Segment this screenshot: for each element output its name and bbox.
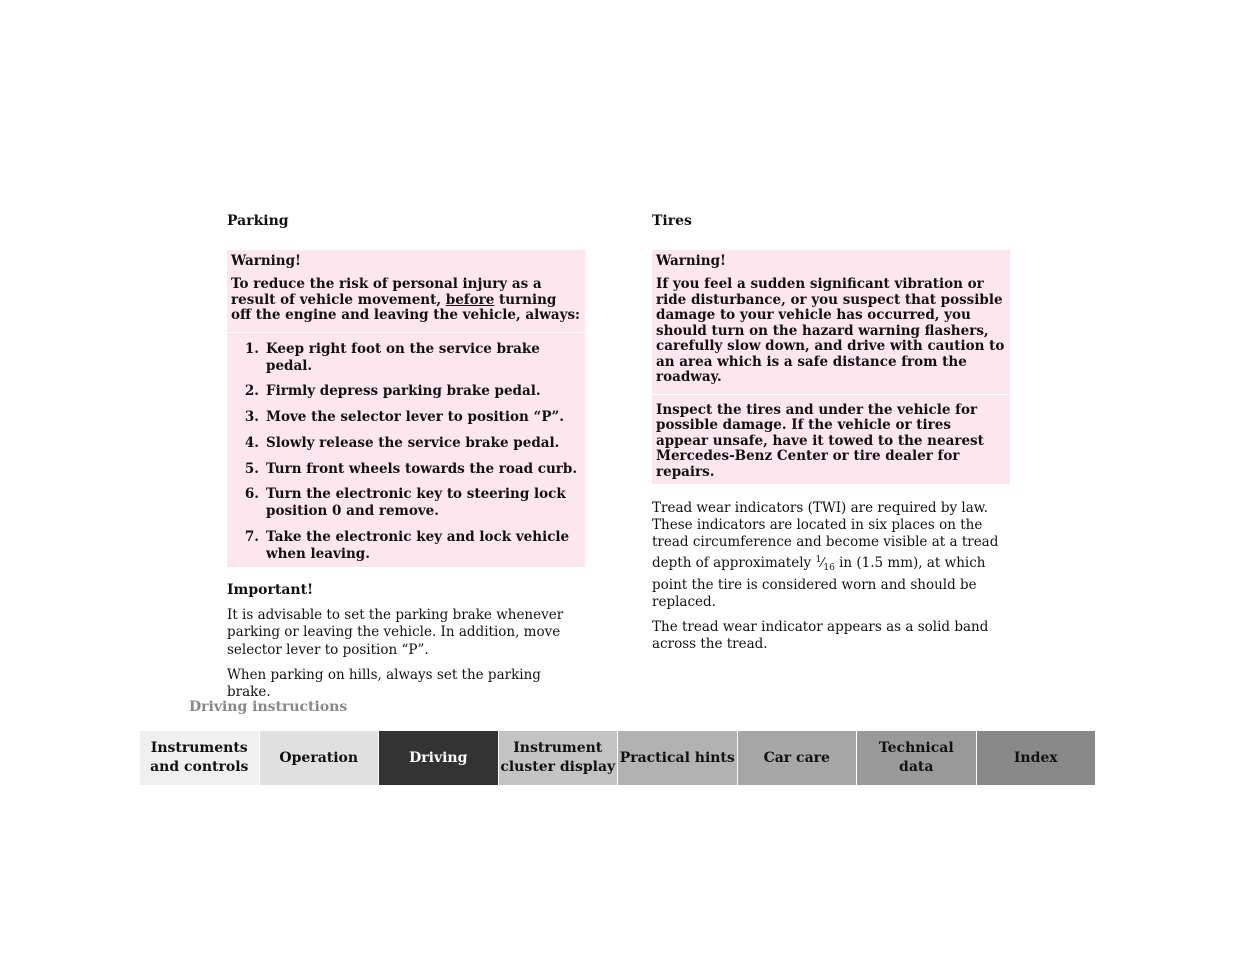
tab-index[interactable]	[977, 731, 1096, 785]
tab-practical-hints[interactable]	[618, 731, 738, 785]
tread-wear-paragraph-1	[652, 500, 1010, 611]
step-text: Keep right foot on the service brake pedal.	[266, 340, 540, 374]
tab-label-line: Technical	[878, 740, 954, 756]
important-heading: Important!	[227, 582, 314, 599]
parking-heading: Parking	[227, 213, 289, 229]
chapter-tabs	[140, 731, 1095, 785]
step-item	[231, 461, 581, 478]
parking-column	[227, 211, 585, 709]
warning-divider	[227, 332, 585, 333]
parking-warning-title: Warning!	[231, 253, 301, 269]
tab-label-line: Instrument	[513, 740, 603, 756]
parking-steps-list	[231, 341, 581, 564]
step-item	[231, 341, 581, 375]
tires-warning-title: Warning!	[656, 253, 726, 269]
tires-heading: Tires	[652, 213, 692, 229]
tab-label-line: Car care	[763, 749, 830, 766]
tab-car-care[interactable]	[738, 731, 858, 785]
section-label: Driving instructions	[189, 699, 348, 715]
tab-label-line: Practical hints	[619, 749, 735, 766]
tires-column	[652, 211, 1010, 662]
tab-driving[interactable]	[379, 731, 499, 785]
tread-wear-paragraph-2: The tread wear indicator appears as a solid band across the tread.	[652, 619, 989, 653]
step-item	[231, 383, 581, 400]
step-text: Turn front wheels towards the road curb.	[266, 460, 578, 477]
tab-label-line: Driving	[409, 749, 468, 766]
fraction-slash: ⁄	[821, 555, 824, 571]
step-item	[231, 486, 581, 520]
step-number: 6.	[244, 486, 259, 503]
step-text: Firmly depress parking brake pedal.	[266, 383, 541, 400]
tread-text-part: Tread wear indicators (TWI) are required by law. These indicators are located in six places on the tread circumference and become visible at a tread depth of approximately	[652, 500, 999, 571]
step-number: 2.	[244, 383, 259, 400]
important-paragraph-1: It is advisable to set the parking brake whenever parking or leaving the vehicle. In addition, move selector lever to position “P”.	[227, 607, 564, 658]
tab-label-line: Operation	[279, 749, 359, 766]
tab-label-line: cluster display	[500, 759, 616, 775]
tires-warning-box	[652, 250, 1010, 484]
step-number: 3.	[244, 409, 259, 426]
step-text: Slowly release the service brake pedal.	[266, 434, 560, 451]
step-number: 1.	[244, 340, 259, 357]
tab-instrument-cluster-display[interactable]	[499, 731, 619, 785]
tread-text-part: in (1.5 mm), at which point the tire is considered worn and should be replaced.	[652, 554, 986, 611]
warning-divider	[652, 394, 1010, 395]
tires-warning-paragraph-1: If you feel a sudden significant vibration or ride disturbance, or you suspect that possible damage to your vehicle has occurred, you should turn on the hazard warning flashers, carefully slow down, and drive with caution to an area which is a safe distance from the roadway.	[656, 276, 1005, 385]
warning-text-part: To reduce the risk of personal injury as a result of vehicle movement,	[231, 276, 542, 308]
step-item	[231, 435, 581, 452]
parking-warning-text	[231, 277, 581, 324]
tab-label-line: Instruments	[150, 740, 248, 756]
tab-label-line: data	[899, 759, 934, 775]
warning-underline-before: before	[445, 291, 495, 308]
tab-label-line: and controls	[150, 759, 249, 775]
fraction-numerator: 1	[815, 554, 822, 565]
step-text: Move the selector lever to position “P”.	[266, 409, 564, 426]
step-text: Take the electronic key and lock vehicle when leaving.	[266, 529, 570, 563]
fraction-denominator: 16	[823, 562, 835, 573]
step-number: 4.	[244, 434, 259, 451]
tab-operation[interactable]	[260, 731, 380, 785]
step-text: Turn the electronic key to steering lock position 0 and remove.	[266, 486, 566, 520]
parking-warning-box	[227, 250, 585, 567]
step-item	[231, 529, 581, 563]
tab-label-line: Index	[1013, 749, 1058, 766]
tab-technical-data[interactable]	[857, 731, 977, 785]
tab-instruments-and-controls[interactable]	[140, 731, 260, 785]
step-item	[231, 409, 581, 426]
important-paragraph-2: When parking on hills, always set the parking brake.	[227, 666, 541, 701]
tires-warning-paragraph-2: Inspect the tires and under the vehicle for possible damage. If the vehicle or tires appear unsafe, have it towed to the nearest Mercedes-Benz Center or tire dealer for repairs.	[656, 401, 984, 480]
step-number: 5.	[244, 460, 259, 477]
warning-text-part: turning off the engine and leaving the vehicle, always:	[231, 291, 581, 323]
step-number: 7.	[244, 529, 259, 546]
